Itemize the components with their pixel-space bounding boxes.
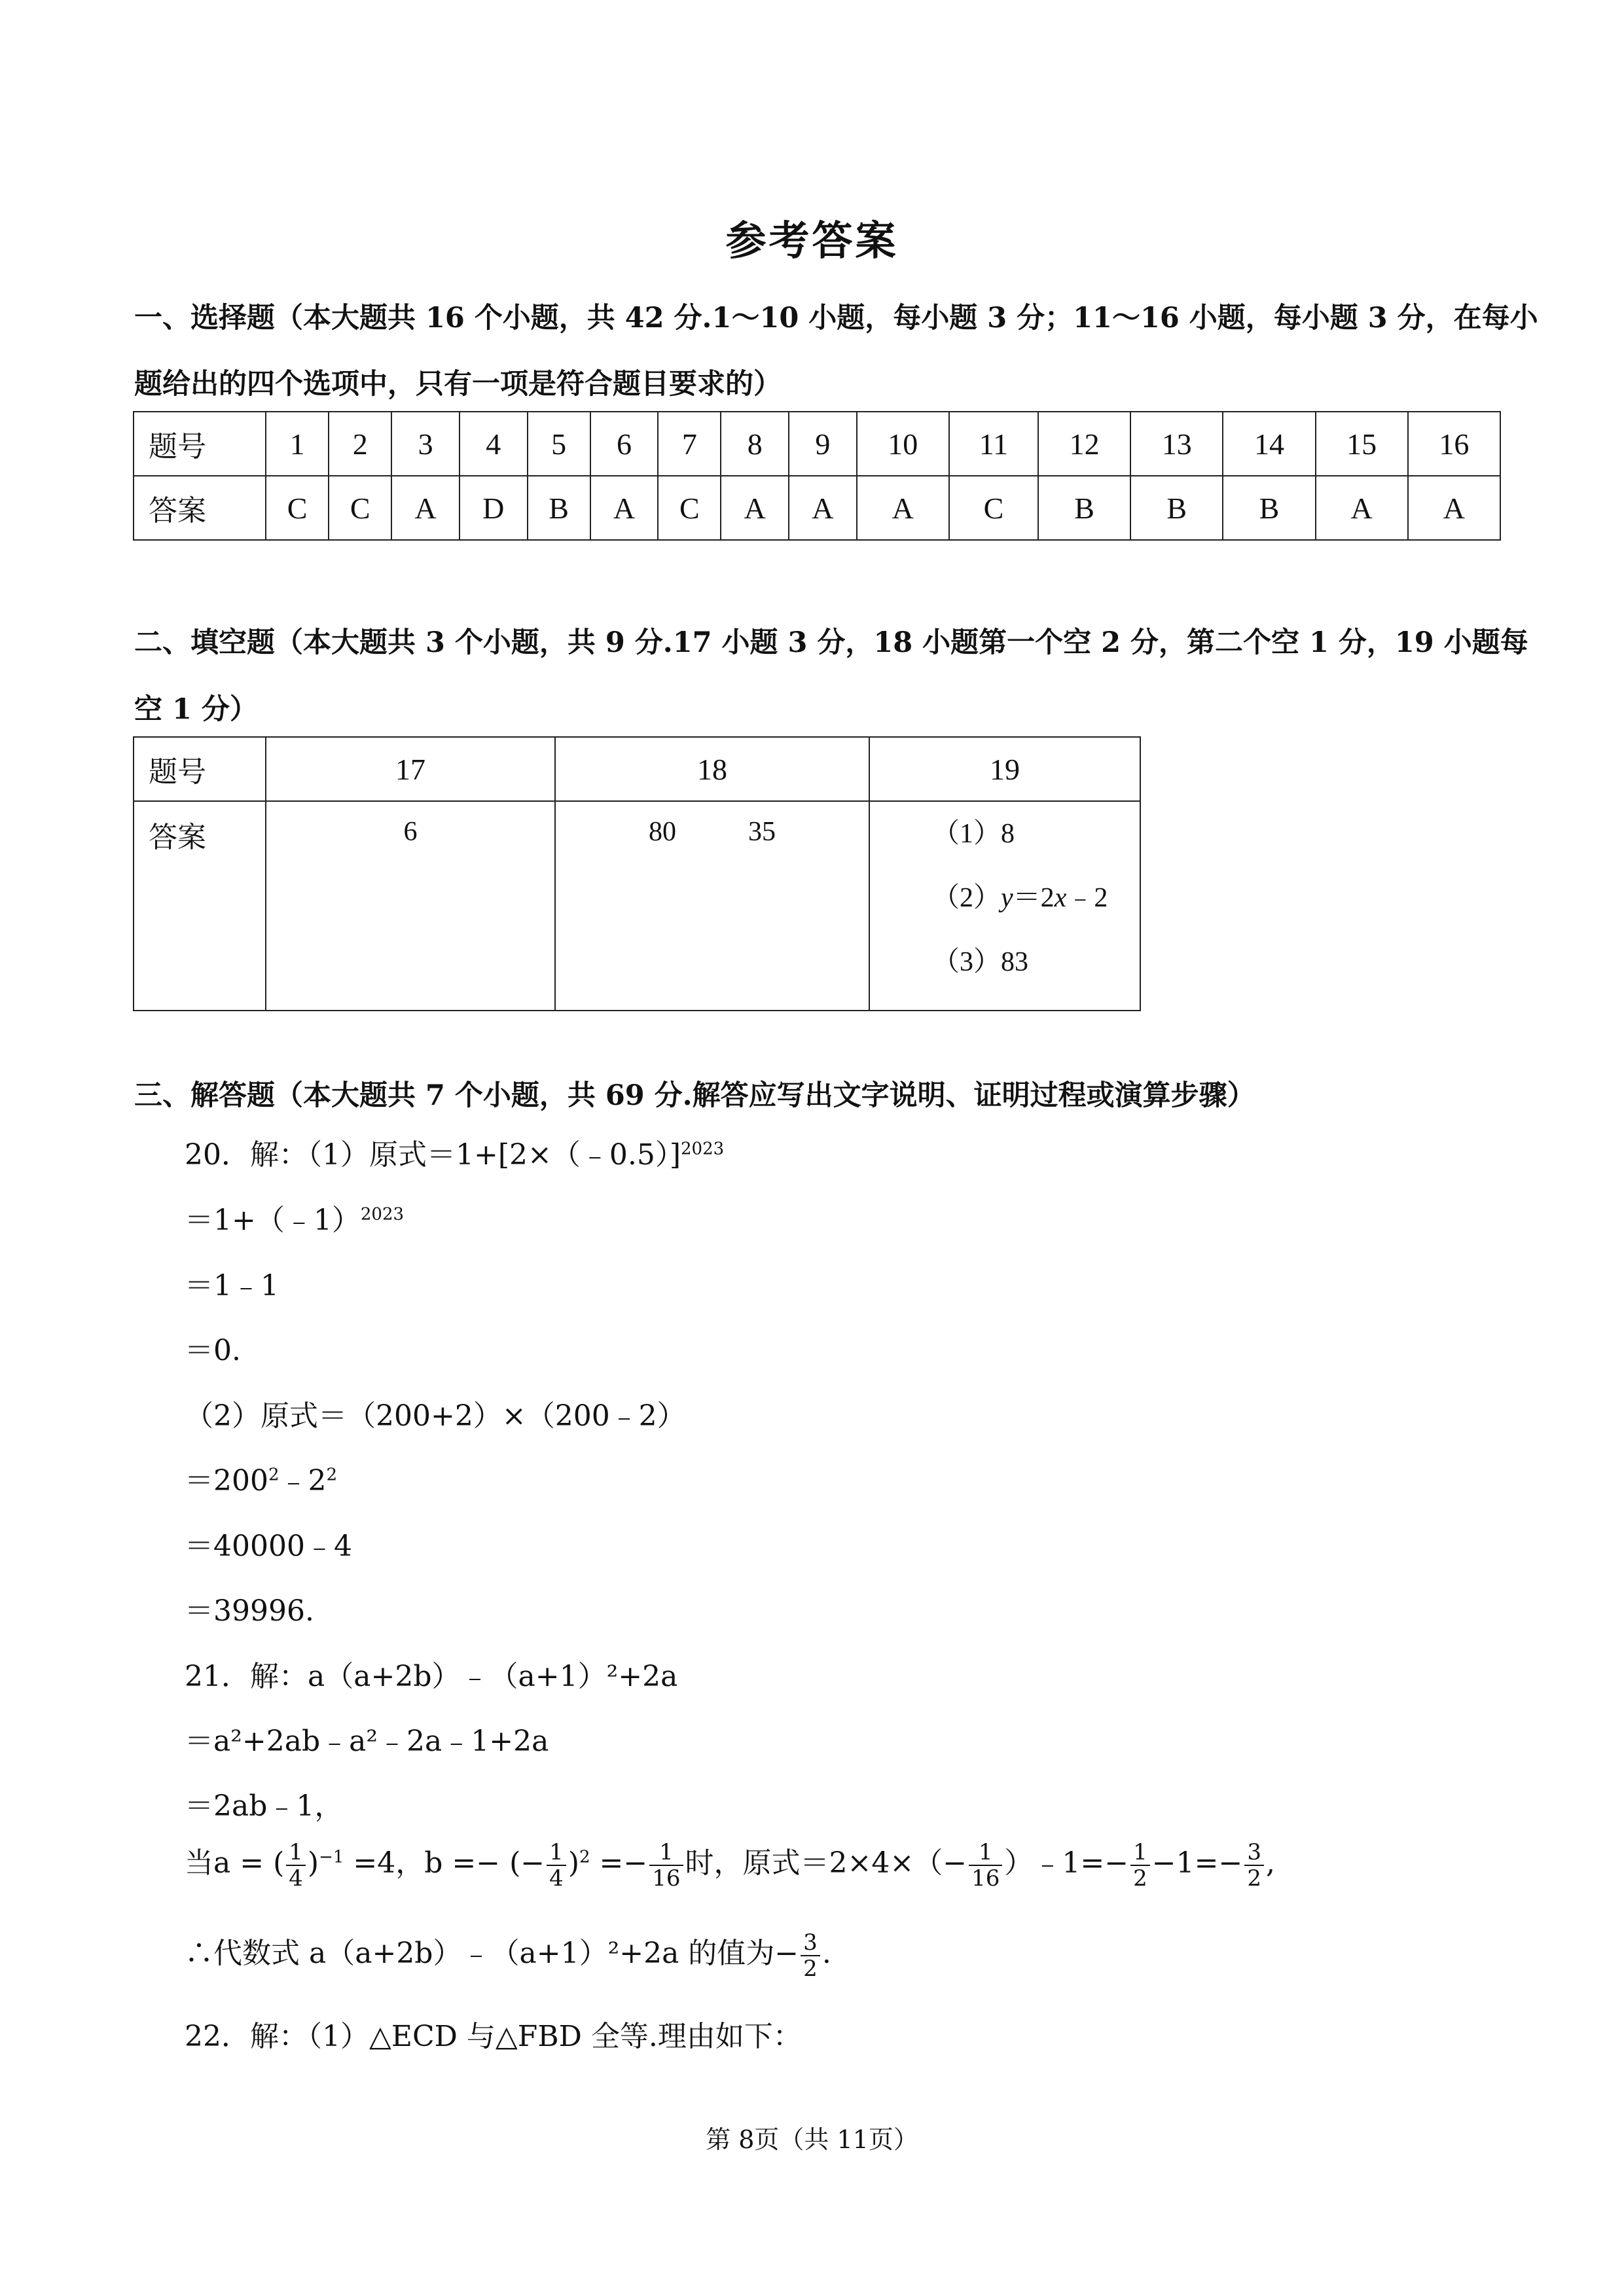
row-label-question: 题号 bbox=[134, 737, 266, 801]
answer-19-part3: （3）83 bbox=[932, 947, 1029, 977]
fraction-1-2: $\frac{1}{2}$ bbox=[1130, 1840, 1150, 1891]
question-number: 5 bbox=[528, 412, 590, 476]
answer-cell: C bbox=[658, 476, 721, 540]
page-title: 参考答案 bbox=[725, 217, 899, 264]
fraction-3-2: $\frac{3}{2}$ bbox=[801, 1930, 820, 1981]
question-number: 2 bbox=[329, 412, 391, 476]
question-number: 16 bbox=[1408, 412, 1500, 476]
fraction-1-16: $\frac{1}{16}$ bbox=[649, 1840, 683, 1891]
question-number: 11 bbox=[949, 412, 1038, 476]
q20-line5: （2）原式＝（200+2）×（200﹣2） bbox=[185, 1399, 686, 1433]
question-number: 3 bbox=[391, 412, 460, 476]
page-footer: 第 8页（共 11页） bbox=[706, 2125, 918, 2154]
table-row-questions bbox=[134, 412, 1500, 476]
question-number: 9 bbox=[789, 412, 857, 476]
answer-cell: A bbox=[789, 476, 857, 540]
question-number: 15 bbox=[1316, 412, 1408, 476]
question-number: 17 bbox=[266, 737, 555, 801]
table-row-questions bbox=[134, 737, 1140, 801]
fraction-3-2: $\frac{3}{2}$ bbox=[1244, 1840, 1264, 1891]
fraction-1-4: $\frac{1}{4}$ bbox=[547, 1840, 566, 1891]
answer-cell: A bbox=[391, 476, 460, 540]
q20-line6: $=200^2﹣2^2$ bbox=[185, 1464, 338, 1498]
section2-heading-line1: 二、填空题（本大题共 3 个小题，共 9 分.17 小题 3 分，18 小题第一个空 2 分，第二个空 1 分，19 小题每 bbox=[134, 626, 1528, 659]
answer-cell: A bbox=[590, 476, 659, 540]
choice-answer-table bbox=[133, 411, 1501, 541]
fraction-1-16: $\frac{1}{16}$ bbox=[969, 1840, 1002, 1891]
answer-19-part2: （2）y＝2x﹣2 bbox=[932, 883, 1108, 913]
answer-19 bbox=[869, 801, 1140, 1011]
row-label-answer: 答案 bbox=[134, 801, 266, 1011]
q20-line3: ＝1﹣1 bbox=[185, 1269, 279, 1302]
q21-line5: ∴代数式 a（a+2b）﹣（a+1）²+2a 的值为− $\frac{3}{2}$ . bbox=[185, 1929, 831, 1982]
q22-line1: 22．解：（1）△ECD 与△FBD 全等.理由如下： bbox=[185, 2020, 802, 2053]
answer-cell: A bbox=[1408, 476, 1500, 540]
question-number: 6 bbox=[590, 412, 659, 476]
row-label-question: 题号 bbox=[134, 412, 266, 476]
q21-line1: 21．解：a（a+2b）﹣（a+1）²+2a bbox=[185, 1660, 678, 1693]
answer-cell: B bbox=[1130, 476, 1223, 540]
answer-cell: A bbox=[857, 476, 949, 540]
question-number: 7 bbox=[658, 412, 721, 476]
answer-18-blank1: 80 bbox=[649, 817, 676, 847]
q21-line3: ＝2ab﹣1， bbox=[185, 1789, 344, 1823]
answer-cell: C bbox=[266, 476, 329, 540]
q20-line2: ＝1+（﹣1）$^{2023}$ bbox=[185, 1204, 405, 1237]
question-number: 8 bbox=[721, 412, 789, 476]
section3-heading: 三、解答题（本大题共 7 个小题，共 69 分.解答应写出文字说明、证明过程或演算步骤） bbox=[134, 1079, 1255, 1112]
answer-17: 6 bbox=[266, 801, 555, 1011]
answer-18 bbox=[555, 801, 869, 1011]
question-number: 19 bbox=[869, 737, 1140, 801]
row-label-answer: 答案 bbox=[134, 476, 266, 540]
answer-19-part1: （1）8 bbox=[932, 819, 1015, 849]
answer-cell: D bbox=[460, 476, 528, 540]
answer-cell: B bbox=[1223, 476, 1315, 540]
question-number: 18 bbox=[555, 737, 869, 801]
question-number: 12 bbox=[1038, 412, 1130, 476]
q20-line4: ＝0. bbox=[185, 1334, 241, 1367]
question-number: 14 bbox=[1223, 412, 1315, 476]
question-number: 10 bbox=[857, 412, 949, 476]
section2-heading-line2: 空 1 分） bbox=[134, 693, 258, 726]
answer-cell: B bbox=[528, 476, 590, 540]
table-row-answers bbox=[134, 801, 1140, 1011]
q20-line1: 20．解：（1）原式＝1+[2×（﹣0.5）]$^{2023}$ bbox=[185, 1138, 725, 1172]
answer-18-blank2: 35 bbox=[748, 817, 776, 847]
q20-line7: ＝40000﹣4 bbox=[185, 1530, 352, 1563]
question-number: 4 bbox=[460, 412, 528, 476]
fill-blank-answer-table bbox=[133, 736, 1141, 1011]
answer-cell: A bbox=[721, 476, 789, 540]
fraction-1-4: $\frac{1}{4}$ bbox=[286, 1840, 306, 1891]
q20-line8: ＝39996. bbox=[185, 1594, 314, 1628]
answer-cell: A bbox=[1316, 476, 1408, 540]
answer-cell: B bbox=[1038, 476, 1130, 540]
answer-cell: C bbox=[949, 476, 1038, 540]
table-row-answers bbox=[134, 476, 1500, 540]
q21-line2: ＝a²+2ab﹣a²﹣2a﹣1+2a bbox=[185, 1725, 549, 1758]
answer-cell: C bbox=[329, 476, 391, 540]
section1-heading-line1: 一、选择题（本大题共 16 个小题，共 42 分.1～10 小题，每小题 3 分；11～16 小题，每小题 3 分，在每小 bbox=[134, 302, 1538, 334]
q21-line4: 当a = ( $\frac{1}{4}$ )$^{-1}$ =4，b =− (− $\frac{1}{4}$ )$^2$ =− $\frac{1}{16}$ 时，原式＝2×4×（− $\frac{1}{16}$ ）﹣1=− $\frac{1}{2}$ −1=− $\frac{3}{2}$ , bbox=[185, 1839, 1276, 1892]
section1-heading-line2: 题给出的四个选项中，只有一项是符合题目要求的） bbox=[134, 368, 782, 401]
question-number: 1 bbox=[266, 412, 329, 476]
question-number: 13 bbox=[1130, 412, 1223, 476]
